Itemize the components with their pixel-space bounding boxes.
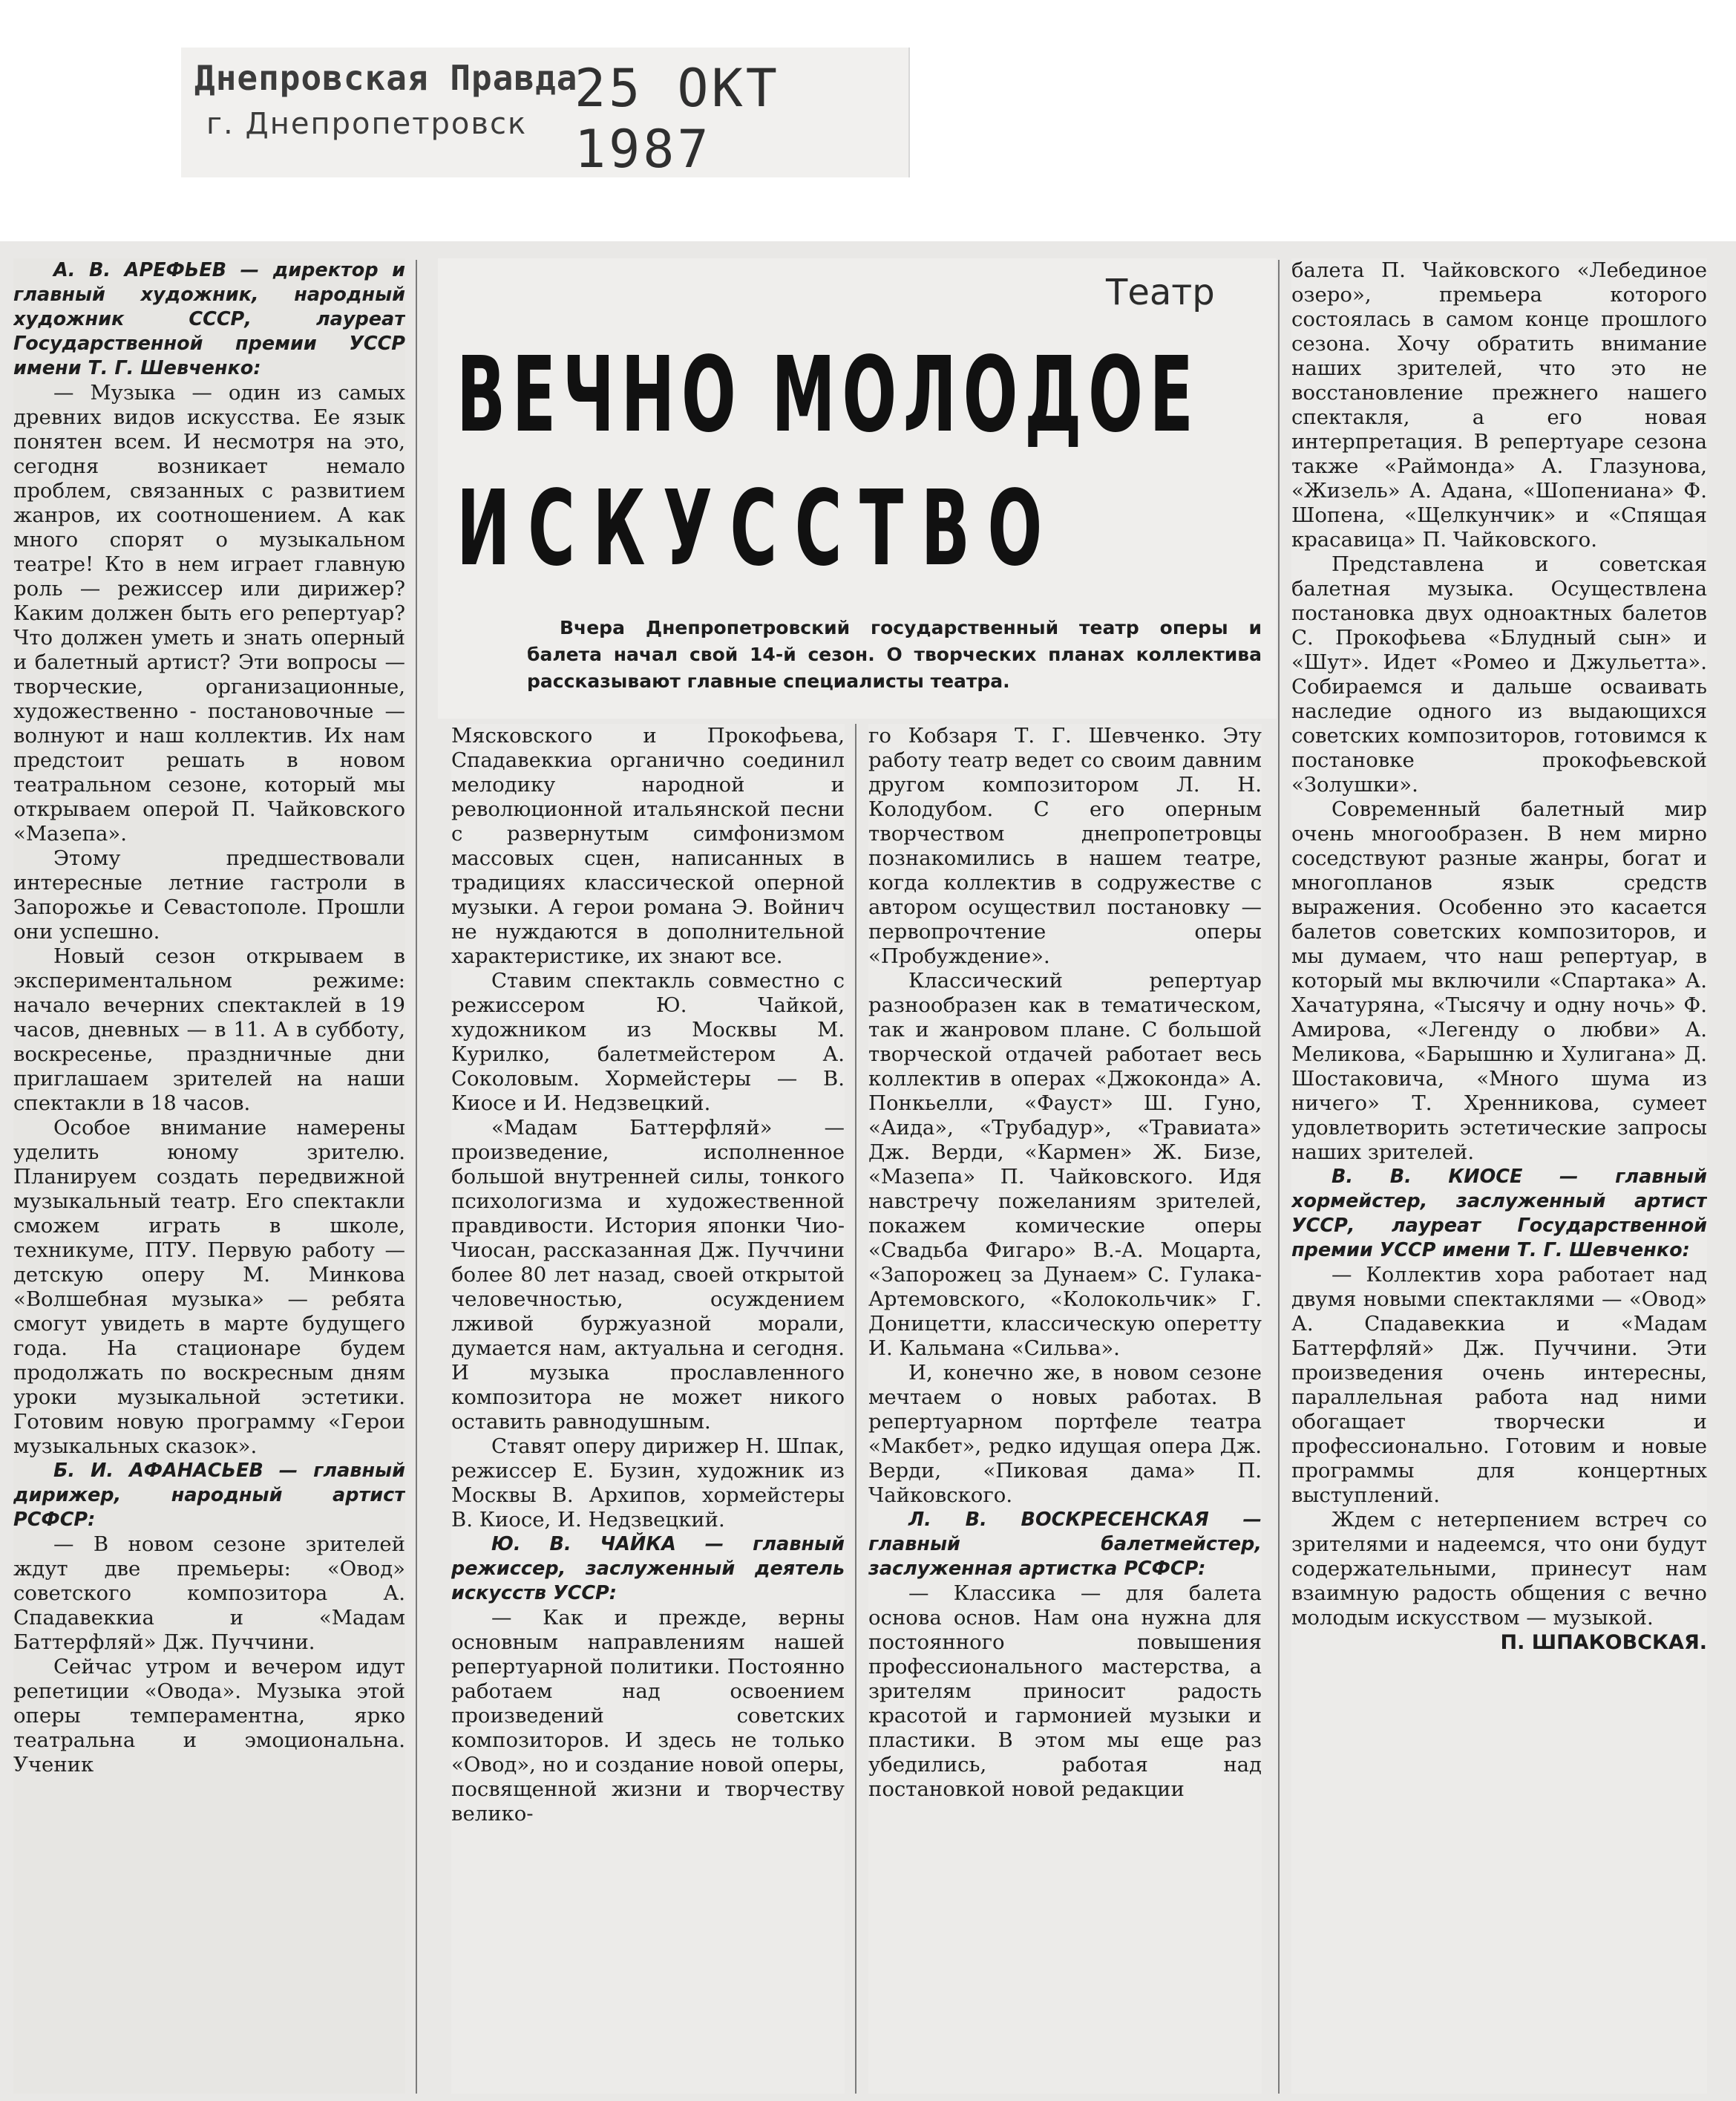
- paragraph: Представлена и советская балетная музыка. Осуществлена постановка двух одноактных балетов С. Прокофьева «Блудный сын» и «Шут». Идет «Ромео и Джульетта». Собираемся и дальше осваивать наследие одного из выдающихся советских композиторов, готовимся к постановке прокофьевской «Золушки».: [1291, 552, 1707, 797]
- paragraph: Классический репертуар разнообразен как в тематическом, так и жанровом плане. С большой творческой отдачей работает весь коллектив в операх «Джоконда» А. Понкьелли, «Фауст» Ш. Гуно, «Аида», «Трубадур», «Травиата» Дж. Верди, «Кармен» Ж. Бизе, «Мазепа» П. Чайковского. Идя навстречу пожеланиям зрителей, покажем комические оперы «Свадьба Фигаро» В.-А. Моцарта, «Запорожец за Дунаем» С. Гулака-Артемовского, «Колокольчик» Г. Доницетти, классическую оперетту И. Кальмана «Сильва».: [868, 969, 1262, 1360]
- paragraph: Ставим спектакль совместно с режиссером Ю. Чайкой, художником из Москвы М. Курилко, балетмейстером А. Соколовым. Хормейстеры — В. Киосе и И. Недзвецкий.: [451, 969, 845, 1115]
- article-column-3: [868, 724, 1262, 2094]
- paragraph: Ждем с нетерпением встреч со зрителями и надеемся, что они будут содержательными, принесут нам взаимную радость общения с вечно молодым искусством — музыкой.: [1291, 1508, 1707, 1630]
- paragraph: — Коллектив хора работает над двумя новыми спектаклями — «Овод» А. Спадавеккиа и «Мадам Баттерфляй» Дж. Пуччини. Эти произведения очень интересны, параллельная работа над ними обогащает творчески и профессионально. Готовим и новые программы для концертных выступлений.: [1291, 1263, 1707, 1507]
- date-stamp: 25 ОКТ 1987: [574, 58, 780, 180]
- headline-line-1: ВЕЧНО МОЛОДОЕ: [456, 335, 1200, 456]
- article-column-1: [13, 258, 405, 2094]
- newspaper-name: Днепровская Правда: [194, 58, 578, 98]
- paragraph: Современный балетный мир очень многообразен. В нем мирно соседствуют разные жанры, богат и многопланов язык средств выражения. Особенно это касается балетов советских композиторов, и мы думаем, что наш репертуар, в который мы включили «Спартака» А. Хачатуряна, «Тысячу и одну ночь» Ф. Амирова, «Легенду о любви» А. Меликова, «Барышню и Хулигана» Д. Шостаковича, «Много шума из ничего» Т. Хренникова, сумеет удовлетворить эстетические запросы наших зрителей.: [1291, 797, 1707, 1164]
- paragraph: Особое внимание намерены уделить юному зрителю. Планируем создать передвижной музыкальный театр. Его спектакли сможем играть в школе, техникуме, ПТУ. Первую работу — детскую оперу М. Минкова «Волшебная музыка» — ребята смогут увидеть в марте будущего года. На стационаре будем продолжать по воскресным дням уроки музыкальной эстетики. Готовим новую программу «Герои музыкальных сказок».: [13, 1116, 405, 1458]
- byline: Л. В. ВОСКРЕСЕНСКАЯ — главный балетмейстер, заслуженная артистка РСФСР:: [868, 1509, 1262, 1580]
- column-rule: [855, 724, 856, 2094]
- paragraph: Ставят оперу дирижер Н. Шпак, режиссер Е. Бузин, художник из Москвы В. Архипов, хормейстеры В. Киосе, И. Недзвецкий.: [451, 1434, 845, 1532]
- article-header: [438, 258, 1277, 719]
- paragraph: — В новом сезоне зрителей ждут две премьеры: «Овод» советского композитора А. Спадавеккиа и «Мадам Баттерфляй» Дж. Пуччини.: [13, 1532, 405, 1654]
- paragraph: — Классика — для балета основа основ. Нам она нужна для постоянного повышения профессионального мастерства, а зрителям приносит радость красотой и гармонией музыки и пластики. В этом мы еще раз убедились, работая над постановкой новой редакции: [868, 1581, 1262, 1801]
- author-signature: П. ШПАКОВСКАЯ.: [1500, 1631, 1707, 1654]
- paragraph: Мясковского и Прокофьева, Спадавеккиа органично соединил мелодику народной и революционной итальянской песни с развернутым симфонизмом массовых сцен, написанных в традициях классической оперной музыки. А герои романа Э. Войнич не нуждаются в дополнительной характеристике, их знают все.: [451, 724, 845, 968]
- lead-paragraph: Вчера Днепропетровский государственный театр оперы и балета начал свой 14-й сезон. О творческих планах коллектива рассказывают главные специалисты театра.: [527, 617, 1262, 692]
- paragraph: «Мадам Баттерфляй» — произведение, исполненное большой внутренней силы, тонкого психологизма и художественной правдивости. История японки Чио-Чиосан, рассказанная Дж. Пуччини более 80 лет назад, своей открытой человечностью, осуждением лживой буржуазной морали, думается нам, актуальна и сегодня. И музыка прославленного композитора не может никого оставить равнодушным.: [451, 1116, 845, 1434]
- byline: А. В. АРЕФЬЕВ — директор и главный художник, народный художник СССР, лауреат Государственной премии УССР имени Т. Г. Шевченко:: [13, 259, 405, 379]
- byline: Б. И. АФАНАСЬЕВ — главный дирижер, народный артист РСФСР:: [13, 1460, 405, 1531]
- paragraph: Этому предшествовали интересные летние гастроли в Запорожье и Севастополе. Прошли они успешно.: [13, 846, 405, 944]
- paragraph: — Музыка — один из самых древних видов искусства. Ее язык понятен всем. И несмотря на это, сегодня возникает немало проблем, связанных с развитием жанров, их соотношением. А как много спорят о музыкальном театре! Кто в нем играет главную роль — режиссер или дирижер? Каким должен быть его репертуар? Что должен уметь и знать оперный и балетный артист? Эти вопросы — творческие, организационные, художественно - постановочные — волнуют и наш коллектив. Их нам предстоит решать в новом театральном сезоне, который мы открываем оперой П. Чайковского «Мазепа».: [13, 381, 405, 846]
- article-column-2: [451, 724, 845, 2094]
- newspaper-city: г. Днепропетровск: [206, 107, 528, 141]
- paragraph: И, конечно же, в новом сезоне мечтаем о новых работах. В репертуарном портфеле театра «Макбет», редко идущая опера Дж. Верди, «Пиковая дама» П. Чайковского.: [868, 1361, 1262, 1507]
- paragraph: го Кобзаря Т. Г. Шевченко. Эту работу театр ведет со своим давним другом композитором Л. Н. Колодубом. С его оперным творчеством днепропетровцы познакомились в нашем театре, когда коллектив в содружестве с автором осуществил постановку — первопрочтение оперы «Пробуждение».: [868, 724, 1262, 968]
- headline-line-2: ИСКУССТВО: [456, 468, 1060, 589]
- paragraph: Сейчас утром и вечером идут репетиции «Овода». Музыка этой оперы темпераментна, ярко театральна и эмоциональна. Ученик: [13, 1655, 405, 1777]
- rubric: Театр: [1106, 272, 1215, 313]
- byline: Ю. В. ЧАЙКА — главный режиссер, заслуженный деятель искусств УССР:: [451, 1533, 845, 1604]
- source-label: [181, 48, 910, 180]
- paragraph: балета П. Чайковского «Лебединое озеро», премьера которого состоялась в самом конце прошлого сезона. Хочу обратить внимание наших зрителей, что это не восстановление прежнего нашего спектакля, а его новая интерпретация. В репертуаре сезона также «Раймонда» А. Глазунова, «Жизель» А. Адана, «Шопениана» Ф. Шопена, «Щелкунчик» и «Спящая красавица» П. Чайковского.: [1291, 258, 1707, 552]
- article-column-4: [1291, 258, 1707, 2094]
- byline: В. В. КИОСЕ — главный хормейстер, заслуженный артист УССР, лауреат Государственной премии УССР имени Т. Г. Шевченко:: [1291, 1166, 1707, 1261]
- column-rule: [416, 260, 417, 2094]
- column-rule: [1278, 260, 1280, 2094]
- paragraph: Новый сезон открываем в экспериментальном режиме: начало вечерних спектаклей в 19 часов, дневных — в 11. А в субботу, воскресенье, праздничные дни приглашаем зрителей на наши спектакли в 18 часов.: [13, 944, 405, 1115]
- paragraph: — Как и прежде, верны основным направлениям нашей репертуарной политики. Постоянно работаем над освоением произведений советских композиторов. И здесь не только «Овод», но и создание новой оперы, посвященной жизни и творчеству велико-: [451, 1606, 845, 1826]
